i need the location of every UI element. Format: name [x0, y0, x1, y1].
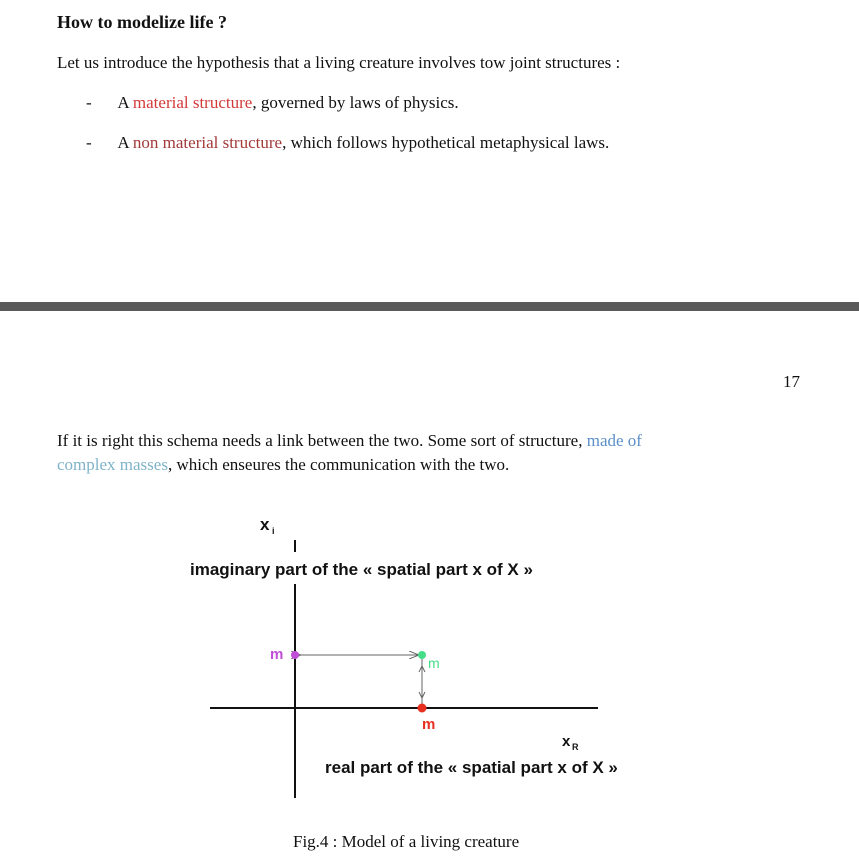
model-diagram	[0, 500, 859, 810]
m-imaginary-point	[291, 651, 299, 659]
intro-paragraph: Let us introduce the hypothesis that a living creature involves tow joint structures :	[57, 53, 621, 72]
imaginary-axis-label: imaginary part of the « spatial part x of X »	[190, 560, 533, 579]
page-heading: How to modelize life ?	[57, 12, 227, 32]
real-axis-label: real part of the « spatial part x of X »	[325, 758, 618, 777]
figure-caption: Fig.4 : Model of a living creature	[293, 832, 520, 851]
bullet-material	[86, 93, 459, 113]
xr-label: x	[562, 733, 571, 750]
m-complex-label: m	[428, 655, 440, 671]
bullet-suffix: , governed by laws of physics.	[252, 93, 459, 112]
m-imaginary-label: m	[270, 646, 284, 663]
bullet-non-material	[86, 133, 609, 153]
xi-label: x	[260, 515, 270, 534]
bullet-prefix: A	[117, 133, 133, 152]
material-structure-highlight: material structure	[132, 93, 253, 112]
xi-subscript: i	[272, 526, 275, 536]
bullet-dash: -	[86, 93, 92, 112]
bullet-suffix: , which follows hypothetical metaphysical laws.	[282, 133, 610, 152]
bullet-dash: -	[86, 133, 92, 152]
m-real-label: m	[422, 716, 436, 733]
page-separator	[0, 302, 859, 311]
link-paragraph	[57, 429, 817, 477]
complex-masses-highlight: complex masses	[57, 455, 168, 474]
m-real-point	[418, 704, 427, 713]
para-end: , which enseures the communication with the two.	[167, 455, 510, 474]
m-complex-point	[418, 651, 426, 659]
para-start: If it is right this schema needs a link between the two. Some sort of structure,	[57, 431, 587, 450]
page-number: 17	[783, 372, 800, 391]
xr-subscript: R	[572, 742, 579, 752]
made-of-highlight: made of	[586, 431, 642, 450]
bullet-prefix: A	[117, 93, 133, 112]
non-material-structure-highlight: non material structure	[132, 133, 283, 152]
